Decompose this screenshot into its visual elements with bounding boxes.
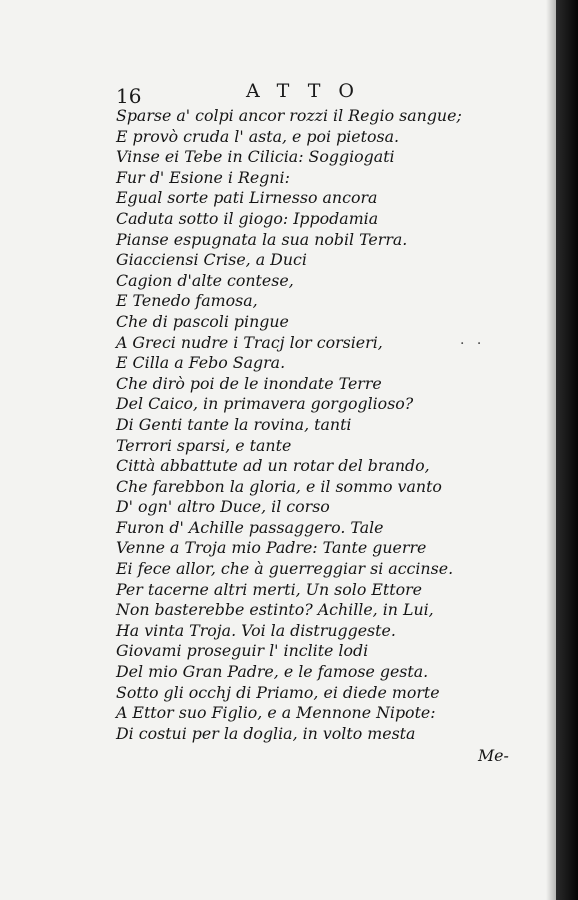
verse-line: E provò cruda l' asta, e poi pietosa. [116,126,400,146]
verse-line: Non basterebbe estinto? Achille, in Lui, [116,600,434,620]
catchword: Me- [478,746,509,765]
verse-line: Ha vinta Troja. Voi la distruggeste. [116,620,396,640]
verse-line: Ei fece allor, che à guerreggiar si accinse. [116,559,454,579]
verse-line: Giacciensi Crise, a Duci [116,250,307,270]
verse-line: Di costui per la doglia, in volto mesta [116,723,416,743]
verse-line: Per tacerne altri merti, Un solo Ettore [116,579,423,599]
verse-line: Giovami proseguir l' inclite lodi [116,641,369,661]
verse-line: A Greci nudre i Tracj lor corsieri, [116,332,383,352]
verse-line: Del Caico, in primavera gorgoglioso? [116,394,414,414]
verse-line: Città abbattute ad un rotar del brando, [116,456,430,476]
verse-line: Del mio Gran Padre, e le famose gesta. [116,662,429,682]
verse-line: A Ettor suo Figlio, e a Mennone Nipote: [116,703,436,723]
verse-line: Terrori sparsi, e tante [116,435,292,455]
verse-line: Sparse a' colpi ancor rozzi il Regio sangue; [116,106,462,125]
verse-line: E Tenedo famosa, [116,291,258,311]
scan-edge-shadow [556,0,578,900]
verse-block [116,106,496,744]
verse-line: E Cilla a Febo Sagra. [116,353,286,373]
verse-line: Egual sorte pati Lirnesso ancora [116,188,378,208]
verse-line: Vinse ei Tebe in Cilicia: Soggiogati [116,147,395,167]
verse-line: D' ogn' altro Duce, il corso [116,497,330,517]
verse-line: Che dirò poi de le inondate Terre [116,373,382,393]
verse-line: Caduta sotto il giogo: Ippodamia [116,208,379,228]
verse-line: Che farebbon la gloria, e il sommo vanto [116,476,442,496]
page-number: 16 [116,84,142,108]
verse-line: Sotto gli occhj di Priamo, ei diede morte [116,682,440,702]
verse-line: Venne a Troja mio Padre: Tante guerre [116,538,427,558]
running-head: ATTO [246,80,372,102]
verse-line: Fur d' Esione i Regni: [116,167,290,187]
verse-line: Che di pascoli pingue [116,311,289,331]
verse-line: Di Genti tante la rovina, tanti [116,414,352,434]
verse-line: Cagion d'alte contese, [116,270,294,290]
verse-line: Furon d' Achille passaggero. Tale [116,517,384,537]
ink-specks: · · [460,336,486,352]
verse-line: Pianse espugnata la sua nobil Terra. [116,229,408,249]
